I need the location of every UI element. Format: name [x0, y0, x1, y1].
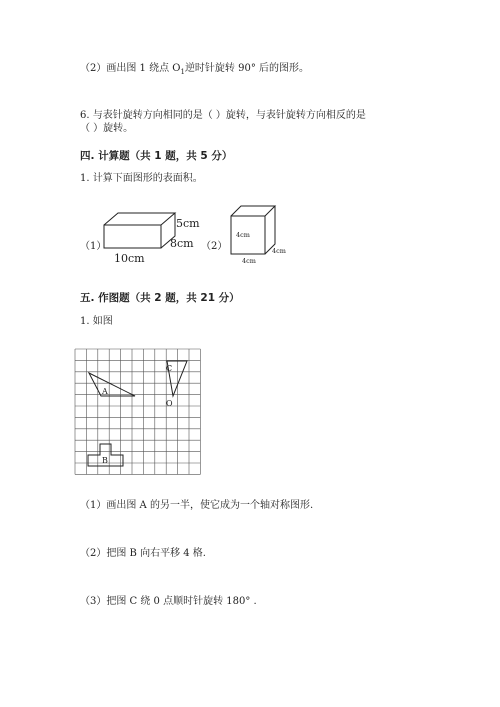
shape-a: [89, 373, 135, 396]
figure-2-index: （2）: [201, 241, 228, 252]
label-c: C: [166, 364, 173, 373]
question-6-line-1: 6. 与表针旋转方向相同的是（ ）旋转，与表针旋转方向相反的是: [80, 110, 366, 121]
section-5-title: 五. 作图题（共 2 题，共 21 分）: [80, 292, 240, 304]
cube-figure: [225, 200, 305, 270]
section-4-question-1: 1. 计算下面图形的表面积。: [80, 173, 203, 184]
question-2-rest: 逆时针旋转 90° 后的图形。: [184, 63, 310, 74]
section-5-question-1: 1. 如图: [80, 316, 113, 327]
sub-question-2: （2）把图 B 向右平移 4 格.: [80, 548, 206, 559]
label-b: B: [102, 456, 108, 465]
question-6-line-2: （ ）旋转。: [80, 123, 134, 134]
question-2-text: （2）画出图 1 绕点 O: [80, 63, 181, 74]
grid-figure: [75, 349, 199, 469]
cuboid-length-label: 10cm: [114, 252, 145, 265]
cuboid-front-face: [104, 225, 161, 248]
cube-bottom-label: 4cm: [242, 257, 256, 265]
label-a: A: [102, 387, 108, 396]
cuboid-top-face: [104, 213, 175, 225]
cube-front-label: 4cm: [236, 231, 250, 239]
sub-question-1: （1）画出图 A 的另一半，使它成为一个轴对称图形.: [80, 500, 314, 511]
point-subscript: 1: [180, 68, 185, 76]
sub-question-3: （3）把图 C 绕 0 点顺时针旋转 180° .: [80, 596, 257, 607]
cube-side-label: 4cm: [272, 247, 286, 255]
cube-top-face: [231, 206, 275, 216]
grid-lines: [75, 349, 200, 474]
cuboid-width-label: 8cm: [170, 237, 194, 250]
cuboid-figure: [96, 205, 216, 275]
label-o: O: [166, 399, 173, 408]
section-4-title: 四. 计算题（共 1 题，共 5 分）: [80, 150, 233, 162]
figure-1-index: （1）: [80, 241, 107, 252]
cuboid-height-label: 5cm: [176, 217, 200, 230]
question-2-line: [80, 62, 309, 79]
